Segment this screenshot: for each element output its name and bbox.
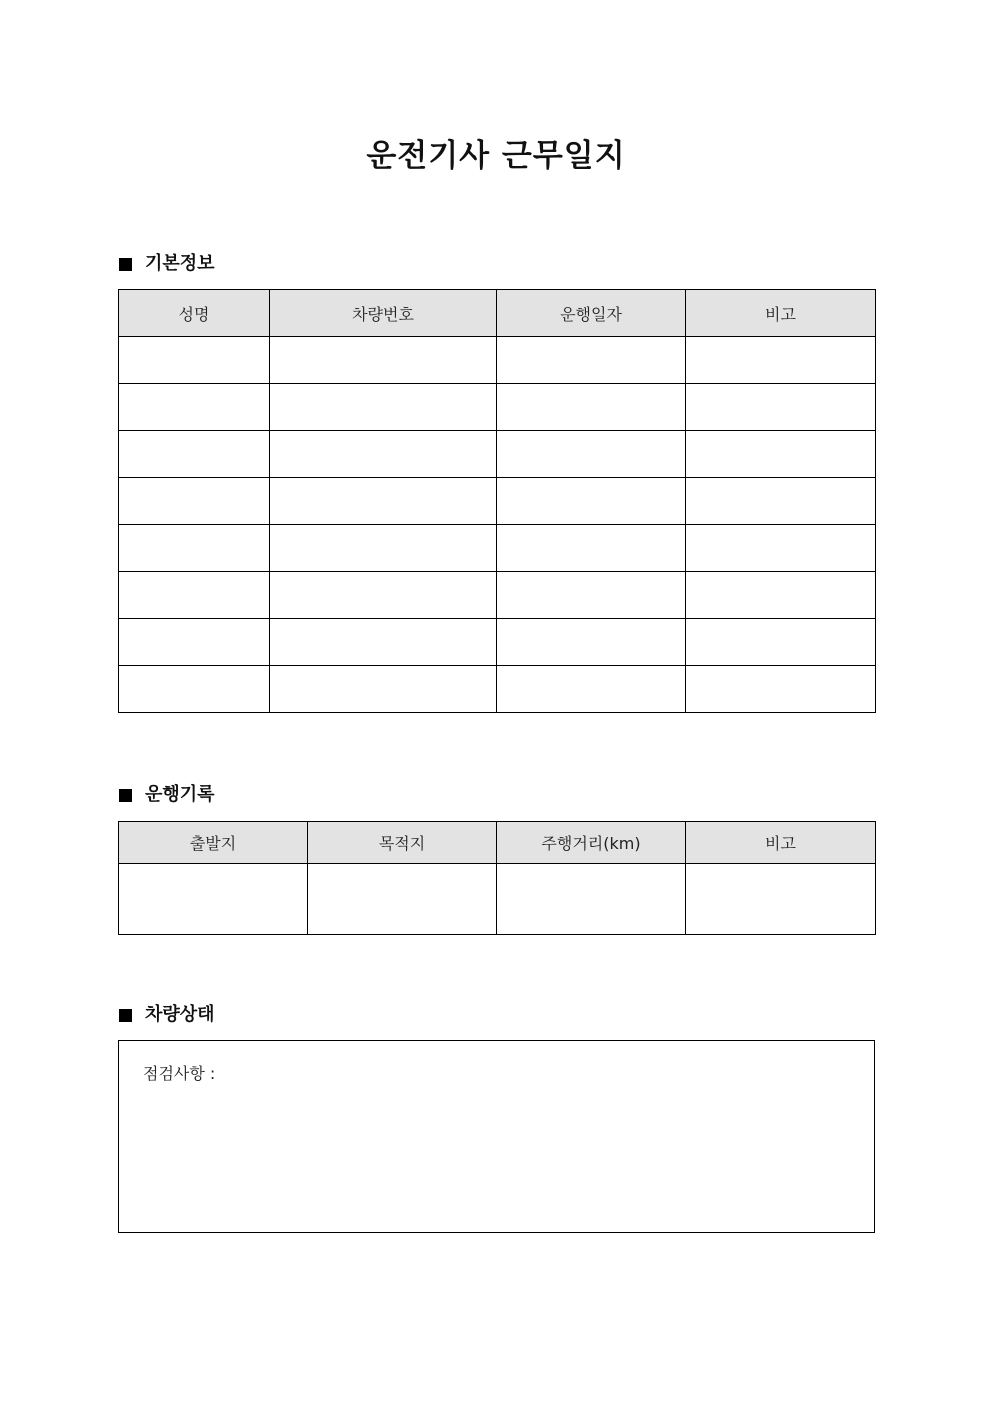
- table-row: [119, 864, 876, 935]
- basic-info-table: [118, 289, 876, 713]
- header-operation-date: 운행일자: [497, 290, 686, 337]
- cell-remarks[interactable]: [686, 337, 876, 384]
- cell-vehicle-number[interactable]: [270, 478, 497, 525]
- trip-record-table: [118, 821, 876, 935]
- cell-vehicle-number[interactable]: [270, 666, 497, 713]
- header-vehicle-number: 차량번호: [270, 290, 497, 337]
- cell-name[interactable]: [119, 337, 270, 384]
- cell-remarks[interactable]: [686, 525, 876, 572]
- section-heading-status: [119, 1003, 215, 1027]
- table-row: [119, 572, 876, 619]
- cell-name[interactable]: [119, 384, 270, 431]
- cell-vehicle-number[interactable]: [270, 619, 497, 666]
- cell-operation-date[interactable]: [497, 384, 686, 431]
- square-bullet-icon: [119, 1009, 132, 1022]
- cell-remarks[interactable]: [686, 864, 876, 935]
- cell-operation-date[interactable]: [497, 337, 686, 384]
- header-destination: 목적지: [308, 822, 497, 864]
- cell-operation-date[interactable]: [497, 572, 686, 619]
- cell-vehicle-number[interactable]: [270, 431, 497, 478]
- cell-vehicle-number[interactable]: [270, 384, 497, 431]
- header-departure: 출발지: [119, 822, 308, 864]
- section-heading-trip: [119, 783, 215, 807]
- cell-name[interactable]: [119, 431, 270, 478]
- cell-operation-date[interactable]: [497, 478, 686, 525]
- cell-remarks[interactable]: [686, 384, 876, 431]
- table-row: [119, 619, 876, 666]
- cell-remarks[interactable]: [686, 666, 876, 713]
- square-bullet-icon: [119, 258, 132, 271]
- table-row: [119, 666, 876, 713]
- table-row: [119, 478, 876, 525]
- cell-remarks[interactable]: [686, 619, 876, 666]
- cell-name[interactable]: [119, 478, 270, 525]
- table-row: [119, 337, 876, 384]
- header-name: 성명: [119, 290, 270, 337]
- cell-name[interactable]: [119, 525, 270, 572]
- cell-vehicle-number[interactable]: [270, 572, 497, 619]
- section-heading-label: 운행기록: [145, 784, 215, 805]
- cell-vehicle-number[interactable]: [270, 525, 497, 572]
- vehicle-status-box[interactable]: [118, 1040, 875, 1233]
- cell-operation-date[interactable]: [497, 431, 686, 478]
- table-row: [119, 525, 876, 572]
- section-heading-label: 기본정보: [145, 253, 215, 274]
- cell-vehicle-number[interactable]: [270, 337, 497, 384]
- cell-destination[interactable]: [308, 864, 497, 935]
- cell-operation-date[interactable]: [497, 666, 686, 713]
- inspection-label: 점검사항 :: [143, 1064, 216, 1083]
- header-distance: 주행거리(km): [497, 822, 686, 864]
- table-header-row: [119, 290, 876, 337]
- cell-name[interactable]: [119, 619, 270, 666]
- cell-name[interactable]: [119, 572, 270, 619]
- table-header-row: [119, 822, 876, 864]
- table-row: [119, 384, 876, 431]
- cell-operation-date[interactable]: [497, 619, 686, 666]
- cell-distance[interactable]: [497, 864, 686, 935]
- cell-remarks[interactable]: [686, 478, 876, 525]
- cell-remarks[interactable]: [686, 572, 876, 619]
- section-heading-basic: [119, 252, 215, 276]
- cell-departure[interactable]: [119, 864, 308, 935]
- cell-remarks[interactable]: [686, 431, 876, 478]
- page-title: 운전기사 근무일지: [366, 138, 626, 174]
- square-bullet-icon: [119, 789, 132, 802]
- cell-operation-date[interactable]: [497, 525, 686, 572]
- section-heading-label: 차량상태: [145, 1004, 215, 1025]
- header-remarks: 비고: [686, 822, 876, 864]
- table-row: [119, 431, 876, 478]
- header-remarks: 비고: [686, 290, 876, 337]
- cell-name[interactable]: [119, 666, 270, 713]
